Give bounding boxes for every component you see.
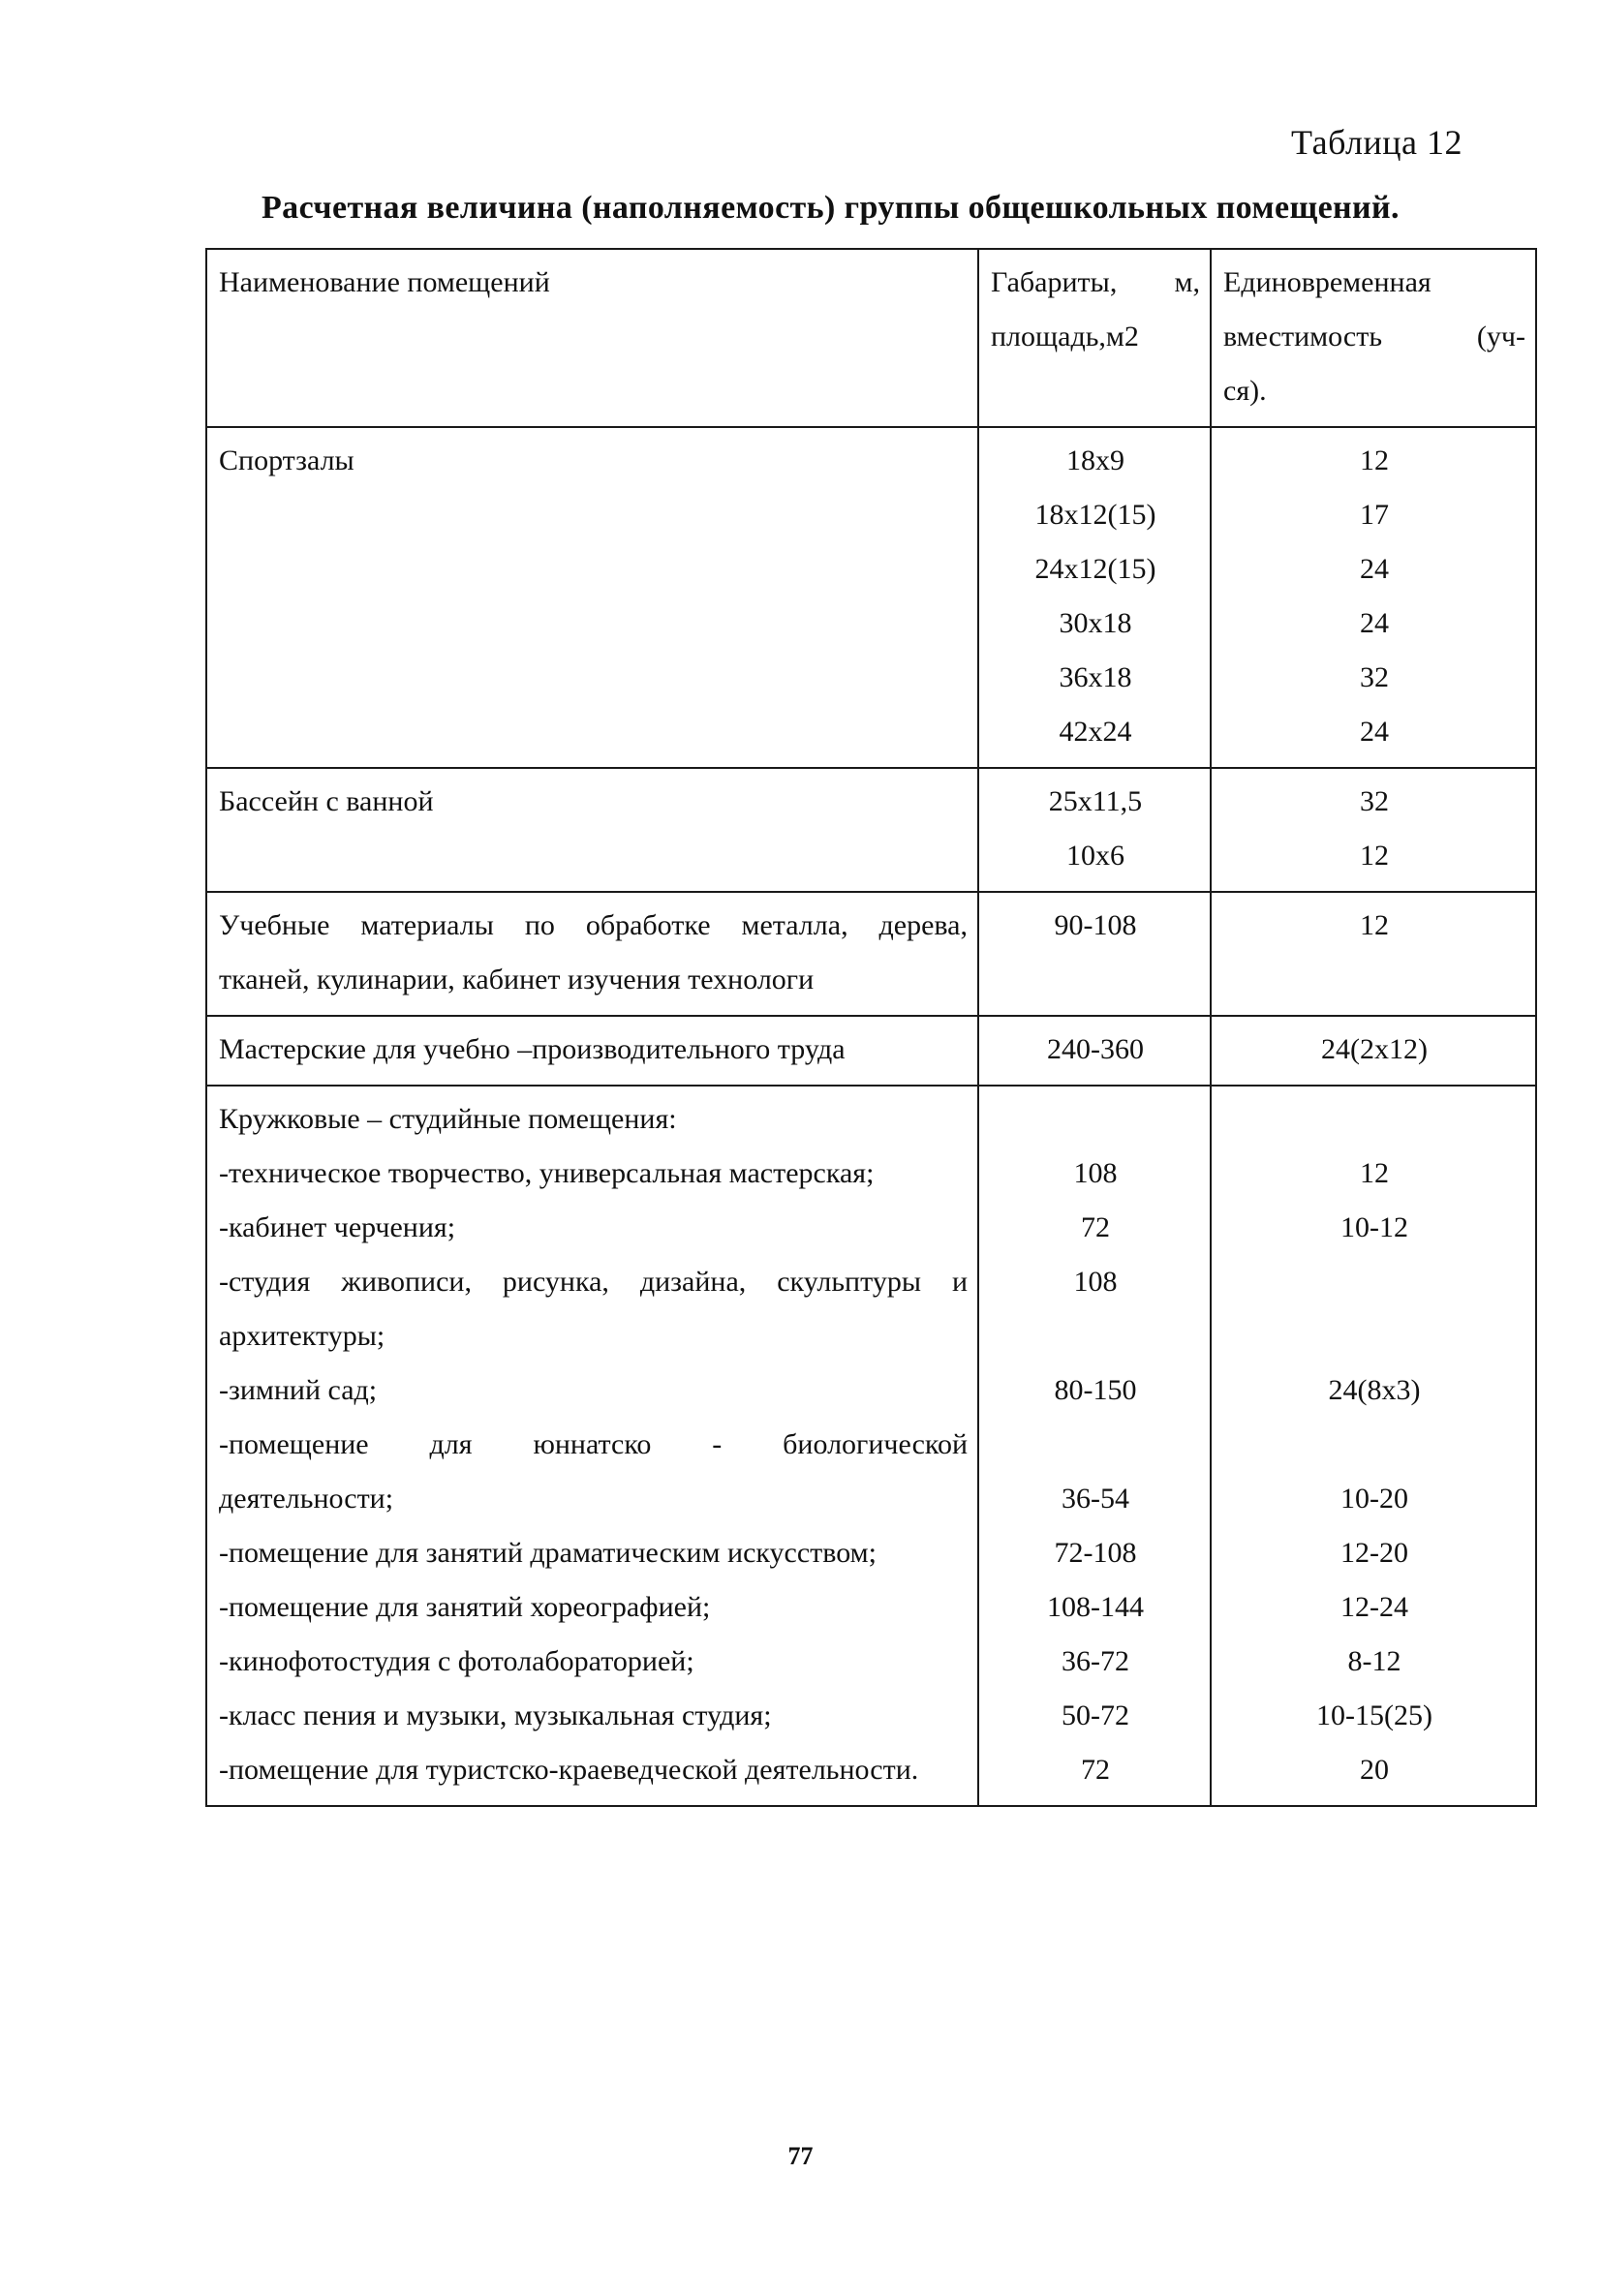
club-item-cap: 10-20 [1340, 1483, 1408, 1515]
header-capacity-word: вместимость [1223, 321, 1383, 352]
club-item-cap: 8-12 [1347, 1645, 1401, 1677]
gyms-dim-3: 24x12(15) [1034, 553, 1156, 585]
club-item-cap [1223, 1255, 1525, 1309]
header-name-cell [206, 249, 978, 427]
club-item-dim: 80-150 [1054, 1374, 1137, 1406]
header-dimensions-line1 [991, 256, 1200, 310]
club-item-dim: 108 [1073, 1157, 1118, 1189]
gyms-cap-4: 24 [1360, 607, 1389, 639]
gyms-dim-6: 42x24 [1059, 716, 1132, 748]
club-item-dim [991, 1309, 1200, 1363]
pool-cap-1: 32 [1360, 785, 1389, 817]
clubs-heading: Кружковые – студийные помещения: [219, 1103, 677, 1135]
rooms-table [205, 248, 1537, 1807]
club-item-name: -студия живописи, рисунка, дизайна, скульптуры и [219, 1266, 968, 1298]
gyms-dim-1: 18x9 [1066, 444, 1124, 476]
gyms-cap-2: 17 [1360, 499, 1389, 531]
workshops-capacity-cell [1211, 1016, 1536, 1086]
gyms-dim-5: 36x18 [1059, 661, 1132, 693]
club-item-name: деятельности; [219, 1483, 394, 1515]
club-item-name: -зимний сад; [219, 1374, 378, 1406]
club-item-dim: 108-144 [1047, 1591, 1144, 1623]
table-caption: Таблица 12 [1291, 123, 1462, 162]
training-cap: 12 [1360, 909, 1389, 941]
club-item-dim: 36-72 [1062, 1645, 1129, 1677]
club-item-cap: 20 [1360, 1754, 1389, 1786]
table-row-pool [206, 768, 1536, 892]
training-dimensions-cell [978, 892, 1211, 1016]
club-item-dim: 50-72 [1062, 1699, 1129, 1731]
club-item-dim: 36-54 [1062, 1483, 1129, 1515]
club-item-cap: 12-24 [1340, 1591, 1408, 1623]
header-capacity-line3: ся). [1223, 375, 1267, 407]
gyms-name: Спортзалы [219, 444, 354, 476]
pool-dim-2: 10x6 [1066, 840, 1124, 872]
club-item-name: -помещение для туристско-краеведческой деятельности. [219, 1754, 919, 1786]
header-dimensions-cell [978, 249, 1211, 427]
club-item-dim: 72-108 [1054, 1537, 1137, 1569]
header-capacity-unit: (уч- [1476, 321, 1525, 352]
workshops-dim: 240-360 [1047, 1033, 1144, 1065]
workshops-dimensions-cell [978, 1016, 1211, 1086]
pool-dimensions-cell [978, 768, 1211, 892]
header-dimensions-unit: м, [1174, 266, 1200, 298]
gyms-cap-5: 32 [1360, 661, 1389, 693]
club-item-cap [1223, 1309, 1525, 1363]
gyms-cap-6: 24 [1360, 716, 1389, 748]
club-item-cap: 10-12 [1340, 1211, 1408, 1243]
training-name-cell [206, 892, 978, 1016]
training-capacity-cell [1211, 892, 1536, 1016]
club-item-dim: 72 [1081, 1211, 1110, 1243]
table-title: Расчетная величина (наполняемость) группы общешкольных помещений. [262, 190, 1400, 226]
club-item-name: архитектуры; [219, 1320, 385, 1352]
table-row-workshops [206, 1016, 1536, 1086]
header-capacity-line2 [1223, 310, 1525, 364]
table-row-clubs [206, 1086, 1536, 1806]
club-item-name: -помещение для занятий драматическим искусством; [219, 1537, 877, 1569]
header-name: Наименование помещений [219, 266, 550, 298]
clubs-name-cell [206, 1086, 978, 1806]
club-item-name: -помещение для занятий хореографией; [219, 1591, 711, 1623]
pool-capacity-cell [1211, 768, 1536, 892]
pool-cap-2: 12 [1360, 840, 1389, 872]
club-item-cap: 10-15(25) [1316, 1699, 1432, 1731]
header-capacity-cell [1211, 249, 1536, 427]
training-name-line2: тканей, кулинарии, кабинет изучения технологи [219, 964, 815, 995]
pool-name: Бассейн с ванной [219, 785, 434, 817]
club-item-dim: 72 [1081, 1754, 1110, 1786]
clubs-capacity-cell [1211, 1086, 1536, 1806]
workshops-cap: 24(2x12) [1321, 1033, 1428, 1065]
club-item-dim [991, 1418, 1200, 1472]
club-item-cap: 12-20 [1340, 1537, 1408, 1569]
gyms-name-cell [206, 427, 978, 768]
club-heading-spacer [991, 1092, 1200, 1147]
page-number: 77 [787, 2142, 814, 2170]
club-item-name: -техническое творчество, универсальная мастерская; [219, 1157, 875, 1189]
club-item-name: -класс пения и музыки, музыкальная студия; [219, 1699, 772, 1731]
club-item-name: -кабинет черчения; [219, 1211, 456, 1243]
clubs-dimensions-cell [978, 1086, 1211, 1806]
gyms-cap-1: 12 [1360, 444, 1389, 476]
club-item-name: -кинофотостудия с фотолабораторией; [219, 1645, 694, 1677]
table-header-row [206, 249, 1536, 427]
training-dim: 90-108 [1054, 909, 1137, 941]
training-name-line1: Учебные материалы по обработке металла, дерева, [219, 909, 968, 941]
pool-name-cell [206, 768, 978, 892]
header-area-label: площадь,м2 [991, 321, 1139, 352]
club-heading-spacer [1223, 1092, 1525, 1147]
gyms-dimensions-cell [978, 427, 1211, 768]
club-item-cap: 24(8x3) [1328, 1374, 1421, 1406]
pool-dim-1: 25x11,5 [1048, 785, 1143, 817]
workshops-name: Мастерские для учебно –производительного труда [219, 1033, 846, 1065]
header-dimensions-label: Габариты, [991, 266, 1118, 298]
workshops-name-cell [206, 1016, 978, 1086]
club-item-dim: 108 [1073, 1266, 1118, 1298]
gyms-dim-2: 18x12(15) [1034, 499, 1156, 531]
club-item-name: -помещение для юннатско - биологической [219, 1428, 968, 1460]
gyms-cap-3: 24 [1360, 553, 1389, 585]
gyms-capacity-cell [1211, 427, 1536, 768]
header-capacity-line1: Единовременная [1223, 266, 1432, 298]
club-item-cap [1223, 1418, 1525, 1472]
table-row-training [206, 892, 1536, 1016]
club-item-cap: 12 [1360, 1157, 1389, 1189]
gyms-dim-4: 30x18 [1059, 607, 1132, 639]
table-row-gyms [206, 427, 1536, 768]
